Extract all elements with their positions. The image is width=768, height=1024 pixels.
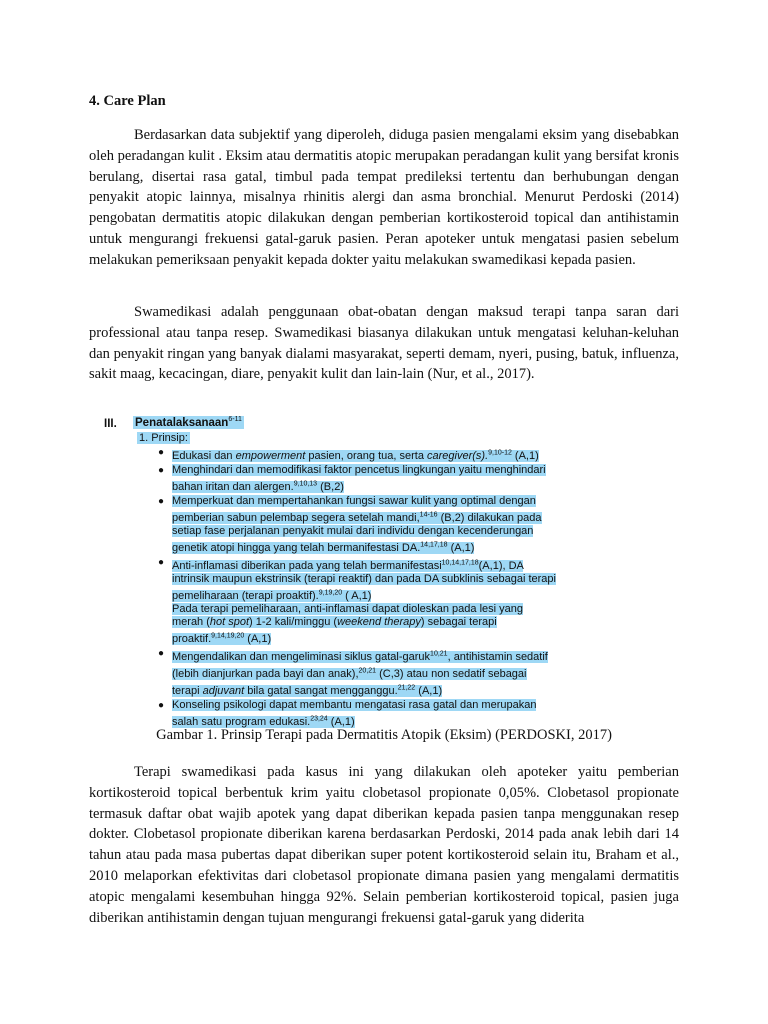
list-item: ● Edukasi dan empowerment pasien, orang tua, serta caregiver(s).$^{9,10-12}$ (A,1) xyxy=(158,447,539,462)
figure-title: Penatalaksanaan$^{6-11}$ xyxy=(135,416,242,429)
paragraph-2: Swamedikasi adalah penggunaan obat-obatan dengan maksud terapi tanpa saran dari professional atau tanpa resep. Swamedikasi biasanya dilakukan untuk mengatasi keluhan-keluhan dan penyakit ringan yang banyak dialami masyarakat, seperti demam, nyeri, pusing, batuk, influenza, sakit maag, kecacingan, diare, penyakit kulit dan lain-lain (Nur, et al., 2017). xyxy=(89,304,679,383)
bullet-icon: ● xyxy=(158,464,165,476)
list-item: ● Memperkuat dan mempertahankan fungsi sawar kulit yang optimal dengan pemberian sabun pelembap segera setelah mandi,$^{14-16}$ (B,2) dilakukan pada setiap fase perjalanan penyakit mulai dari individu dengan kecenderungan genetik atopi hingga yang telah bermanifestasi DA.$^{14,17,18}$ (A,1) xyxy=(158,494,542,554)
list-item: ● Mengendalikan dan mengeliminasi siklus gatal-garuk$^{10,21}$, antihistamin sedatif (lebih dianjurkan pada bayi dan anak),$^{20,21}$ (C,3) atau non sedatif sebagai terapi adjuvant bila gatal sangat mengganggu.$^{21,22}$ (A,1) xyxy=(158,648,548,697)
bullet-icon: ● xyxy=(158,699,165,711)
list-item: ● Menghindari dan memodifikasi faktor pencetus lingkungan yaitu menghindari bahan iritan dan alergen.$^{9,10,13}$ (B,2) xyxy=(158,463,546,493)
bullet-icon: ● xyxy=(158,648,165,660)
bullet-icon: ● xyxy=(158,557,165,569)
list-item: ● Konseling psikologi dapat membantu mengatasi rasa gatal dan merupakan salah satu program edukasi.$^{23,24}$ (A,1) xyxy=(158,698,537,728)
figure-roman-numeral: III. xyxy=(104,418,117,430)
figure-subheading: 1. Prinsip: xyxy=(139,432,188,444)
figure-caption: Gambar 1. Prinsip Terapi pada Dermatitis Atopik (Eksim) (PERDOSKI, 2017) xyxy=(156,727,612,743)
paragraph-1: Berdasarkan data subjektif yang diperoleh, diduga pasien mengalami eksim yang disebabkan oleh peradangan kulit . Eksim atau dermatitis atopic merupakan peradangan kulit yang bersifat kronis berulang, disertai rasa gatal, timbul pada tempat predileksi tertentu dan berhubungan dengan penyakit atopic lainnya, misalnya rhinitis alergi dan asma bronchial. Menurut Perdoski (2014) pengobatan dermatitis atopic dilakukan dengan pemberian kortikosteroid topical dan antihistamin untuk mengurangi frekuensi gatal-garuk pasien. Peran apoteker untuk mengatasi pasien sebelum melakukan pemeriksaan penyakit kepada dokter yaitu melakukan swamedikasi kepada pasien. xyxy=(89,127,679,268)
therapy-principles-figure xyxy=(100,413,565,728)
list-item: ● Anti-inflamasi diberikan pada yang telah bermanifestasi$^{10,14,17,18}$(A,1), DA intrinsik maupun ekstrinsik (terapi reaktif) dan pada DA subklinis sebagai terapi pemeliharaan (terapi proaktif).$^{9,19,20}$ ( A,1) Pada terapi pemeliharaan, anti-inflamasi dapat dioleskan pada lesi yang merah (hot spot) 1-2 kali/minggu (weekend therapy) sebagai terapi proaktif.$^{9,14,19,20}$ (A,1) xyxy=(158,557,556,646)
section-heading: 4. Care Plan xyxy=(89,93,166,109)
principles-list xyxy=(156,446,556,730)
bullet-icon: ● xyxy=(158,495,165,507)
bullet-icon: ● xyxy=(158,447,165,458)
paragraph-3: Terapi swamedikasi pada kasus ini yang dilakukan oleh apoteker yaitu pemberian kortikosteroid topical berbentuk krim yaitu clobetasol propionate 0,05%. Clobetasol propionate termasuk daftar obat wajib apotek yang dapat diberikan kepada pasien tanpa menggunakan resep dokter. Clobetasol propionate diberikan karena berdasarkan Perdoski, 2014 pada anak lebih dari 14 tahun atau pada masa pubertas dapat diberikan super potent kortikosteroid selain itu, Braham et al., 2010 melaporkan efektivitas dari clobetasol propionate dimana pasien yang mengalami dermatitis atopic mengalami kesembuhan hingga 92%. Selain pemberian kortikosteroid topical, pasien juga diberikan antihistamin dengan tujuan mengurangi frekuensi gatal-garuk yang diderita xyxy=(89,764,679,926)
